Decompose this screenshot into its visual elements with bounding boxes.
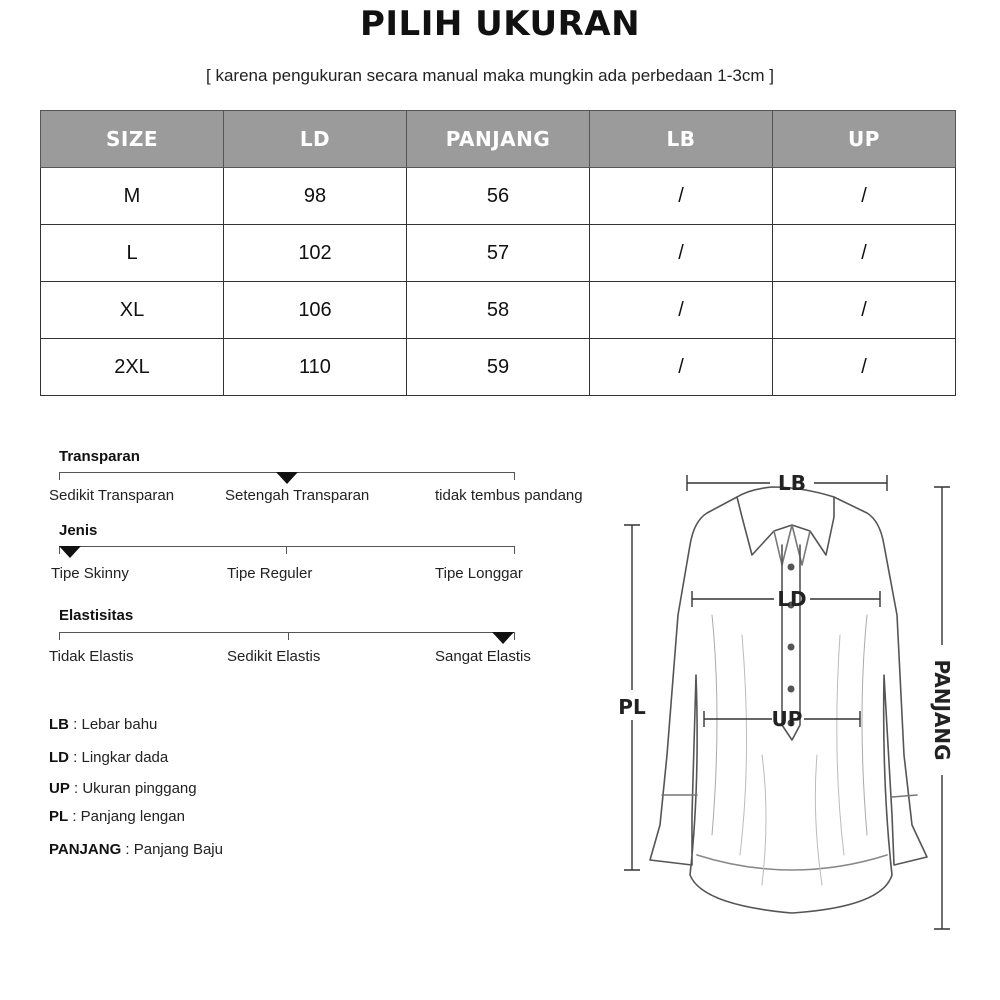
legend-item: PANJANG : Panjang Baju (49, 841, 223, 858)
table-cell: 58 (407, 282, 590, 339)
measurement-note: [ karena pengukuran secara manual maka mungkin ada perbedaan 1-3cm ] (206, 66, 774, 85)
scale-tick (288, 632, 289, 640)
scale-option: Tipe Longgar (435, 565, 523, 582)
table-cell: 57 (407, 225, 590, 282)
table-cell: 106 (224, 282, 407, 339)
table-cell: 56 (407, 168, 590, 225)
scale-option: Sedikit Elastis (227, 648, 321, 665)
shirt-diagram-icon (612, 455, 1000, 955)
scale-tick (514, 546, 515, 554)
table-cell: / (773, 168, 956, 225)
lb-label: LB (778, 471, 806, 495)
table-cell: 102 (224, 225, 407, 282)
legend-item: PL : Panjang lengan (49, 808, 185, 825)
legend-item: UP : Ukuran pinggang (49, 780, 197, 797)
page-title: PILIH UKURAN (359, 4, 641, 44)
scale-tick (514, 472, 515, 480)
scale-line (59, 632, 515, 633)
scale-option: Tipe Skinny (51, 565, 129, 582)
table-cell: / (773, 339, 956, 396)
scale-option: tidak tembus pandang (435, 487, 583, 504)
table-row (41, 225, 956, 282)
up-label: UP (771, 707, 803, 731)
scale-line (59, 546, 515, 547)
header-size: SIZE (41, 111, 224, 168)
pl-label: PL (618, 695, 646, 719)
table-cell: M (41, 168, 224, 225)
header-ld: LD (224, 111, 407, 168)
table-cell: / (773, 225, 956, 282)
legend-item: LB : Lebar bahu (49, 716, 158, 733)
scale-tick (59, 472, 60, 480)
legend-item: LD : Lingkar dada (49, 749, 169, 766)
table-cell: 2XL (41, 339, 224, 396)
table-cell: XL (41, 282, 224, 339)
table-cell: / (590, 339, 773, 396)
header-lb: LB (590, 111, 773, 168)
scale-title: Jenis (59, 522, 98, 539)
table-cell: / (590, 225, 773, 282)
scale-title: Transparan (59, 448, 140, 465)
table-cell: 98 (224, 168, 407, 225)
table-cell: 110 (224, 339, 407, 396)
header-up: UP (773, 111, 956, 168)
table-row (41, 282, 956, 339)
table-cell: / (590, 282, 773, 339)
table-header-row (41, 111, 956, 168)
scale-option: Tipe Reguler (227, 565, 313, 582)
scale-tick (59, 632, 60, 640)
scale-tick (514, 632, 515, 640)
scale-tick (286, 546, 287, 554)
table-cell: 59 (407, 339, 590, 396)
selected-marker-icon (276, 472, 298, 484)
size-table (40, 110, 956, 396)
ld-label: LD (777, 587, 807, 611)
scale-option: Tidak Elastis (49, 648, 134, 665)
table-cell: L (41, 225, 224, 282)
table-cell: / (590, 168, 773, 225)
scale-title: Elastisitas (59, 607, 134, 624)
panjang-label: PANJANG (930, 659, 954, 761)
selected-marker-icon (59, 546, 81, 558)
table-row (41, 339, 956, 396)
table-row (41, 168, 956, 225)
scale-option: Setengah Transparan (225, 487, 370, 504)
table-cell: / (773, 282, 956, 339)
header-panjang: PANJANG (407, 111, 590, 168)
scale-option: Sedikit Transparan (49, 487, 175, 504)
scale-option: Sangat Elastis (435, 648, 531, 665)
selected-marker-icon (492, 632, 514, 644)
